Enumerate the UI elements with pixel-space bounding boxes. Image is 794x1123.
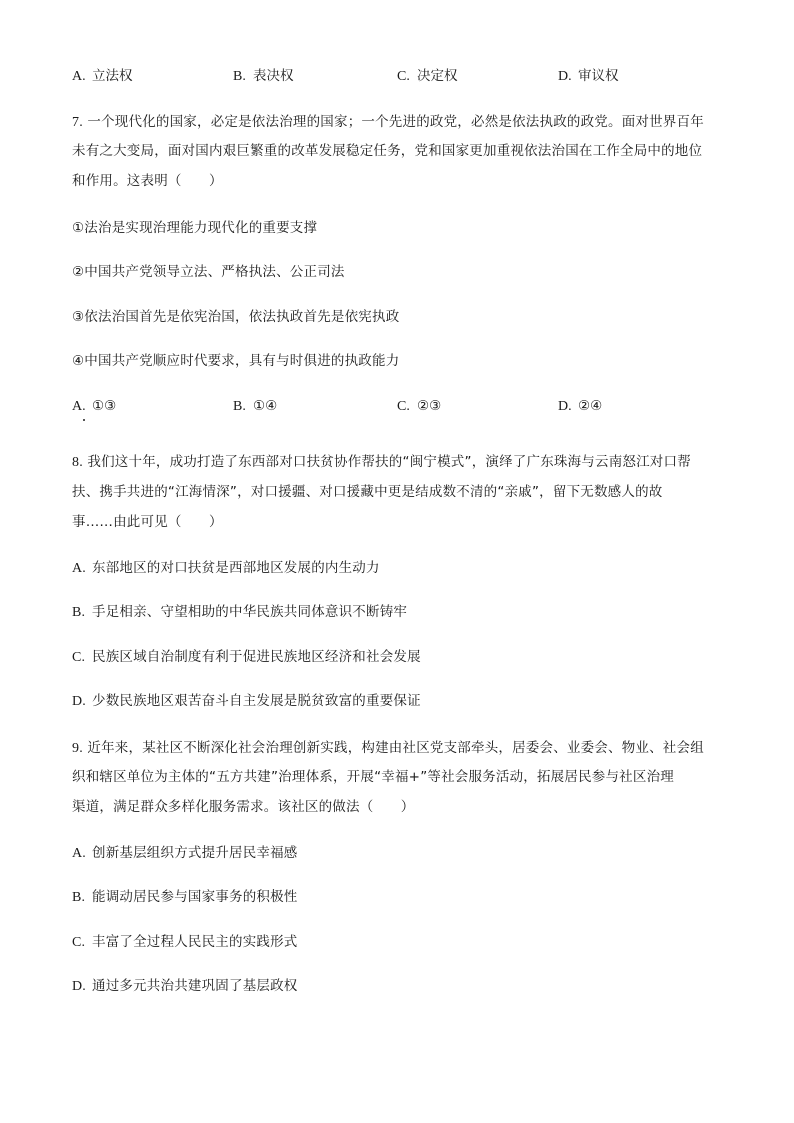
q9-option-b [72,888,298,907]
option-text: 少数民族地区艰苦奋斗自主发展是脱贫致富的重要保证 [92,693,421,709]
q9-stem-line-1 [72,739,704,758]
option-text: 民族区域自治制度有利于促进民族地区经济和社会发展 [92,649,421,665]
q8-option-a [72,559,380,578]
option-label: C. [72,650,86,665]
q6-option-b [233,67,294,86]
q8-stem-line-2: 扶、携手共进的“江海情深”，对口援疆、对口援藏中更是结成数不清的“亲戚”，留下无数感人的故 [72,484,663,500]
option-label: D. [558,399,572,414]
option-text: 手足相亲、守望相助的中华民族共同体意识不断铸牢 [92,604,408,620]
question-number: 7. [72,115,83,130]
question-number: 8. [72,455,83,470]
option-text: ②③ [417,398,442,414]
option-text: 东部地区的对口扶贫是西部地区发展的内生动力 [92,560,380,576]
option-label: C. [397,399,410,414]
q8-option-c [72,648,421,667]
q9-stem-line-3: 渠道，满足群众多样化服务需求。该社区的做法（ ） [72,799,415,815]
option-text: 丰富了全过程人民民主的实践形式 [92,934,298,950]
option-label: B. [233,399,246,414]
q9-option-a [72,844,298,863]
option-text: 通过多元共治共建巩固了基层政权 [92,978,298,994]
q9-option-d [72,977,298,996]
option-text: ②④ [578,398,603,414]
q8-stem-line-3: 事……由此可见（ ） [72,514,223,530]
stray-mark [83,419,85,421]
q7-stem-line-3: 和作用。这表明（ ） [72,173,223,189]
option-text: 能调动居民参与国家事务的积极性 [92,889,298,905]
option-text: 决定权 [417,68,458,84]
option-label: A. [72,561,87,576]
option-label: B. [72,605,86,620]
q9-stem-line-2: 织和辖区单位为主体的“五方共建”治理体系，开展“幸福+”等社会服务活动，拓展居民参与社区治理 [72,769,674,785]
option-label: B. [72,890,86,905]
option-text: 创新基层组织方式提升居民幸福感 [92,845,298,861]
q7-stem-line-2: 未有之大变局，面对国内艰巨繁重的改革发展稳定任务，党和国家更加重视依法治国在工作全局中的地位 [72,143,703,159]
option-label: C. [72,935,86,950]
stem-text: 一个现代化的国家，必定是依法治理的国家；一个先进的政党，必然是依法执政的政党。面对世界百年 [87,114,704,130]
q7-option-b [233,397,277,416]
option-label: D. [558,69,572,84]
q7-statement-1: ①法治是实现治理能力现代化的重要支撑 [72,220,318,236]
stem-text: 我们这十年，成功打造了东西部对口扶贫协作帮扶的“闽宁模式”，演绎了广东珠海与云南怒江对口帮 [87,454,691,470]
option-label: D. [72,979,87,994]
q7-statement-2: ②中国共产党领导立法、严格执法、公正司法 [72,264,345,280]
q7-stem-line-1 [72,113,704,132]
option-text: ①③ [92,398,117,414]
q7-option-d [558,397,602,416]
option-label: A. [72,69,86,84]
option-text: 审议权 [578,68,619,84]
q7-option-a [72,397,116,416]
option-text: 表决权 [253,68,294,84]
q8-option-b [72,603,407,622]
question-number: 9. [72,741,83,756]
option-label: C. [397,69,410,84]
option-label: B. [233,69,246,84]
q6-option-d [558,67,619,86]
option-text: ①④ [253,398,278,414]
option-text: 立法权 [92,68,133,84]
q6-option-c [397,67,458,86]
q8-option-d [72,692,421,711]
q9-option-c [72,933,298,952]
q8-stem-line-1 [72,453,691,472]
q7-statement-4: ④中国共产党顺应时代要求，具有与时俱进的执政能力 [72,353,400,369]
q6-option-a [72,67,133,86]
option-label: A. [72,399,86,414]
stem-text: 近年来，某社区不断深化社会治理创新实践，构建由社区党支部牵头，居委会、业委会、物业、社会组 [87,740,704,756]
option-label: D. [72,694,87,709]
option-label: A. [72,846,87,861]
q7-option-c [397,397,441,416]
q7-statement-3: ③依法治国首先是依宪治国，依法执政首先是依宪执政 [72,309,400,325]
